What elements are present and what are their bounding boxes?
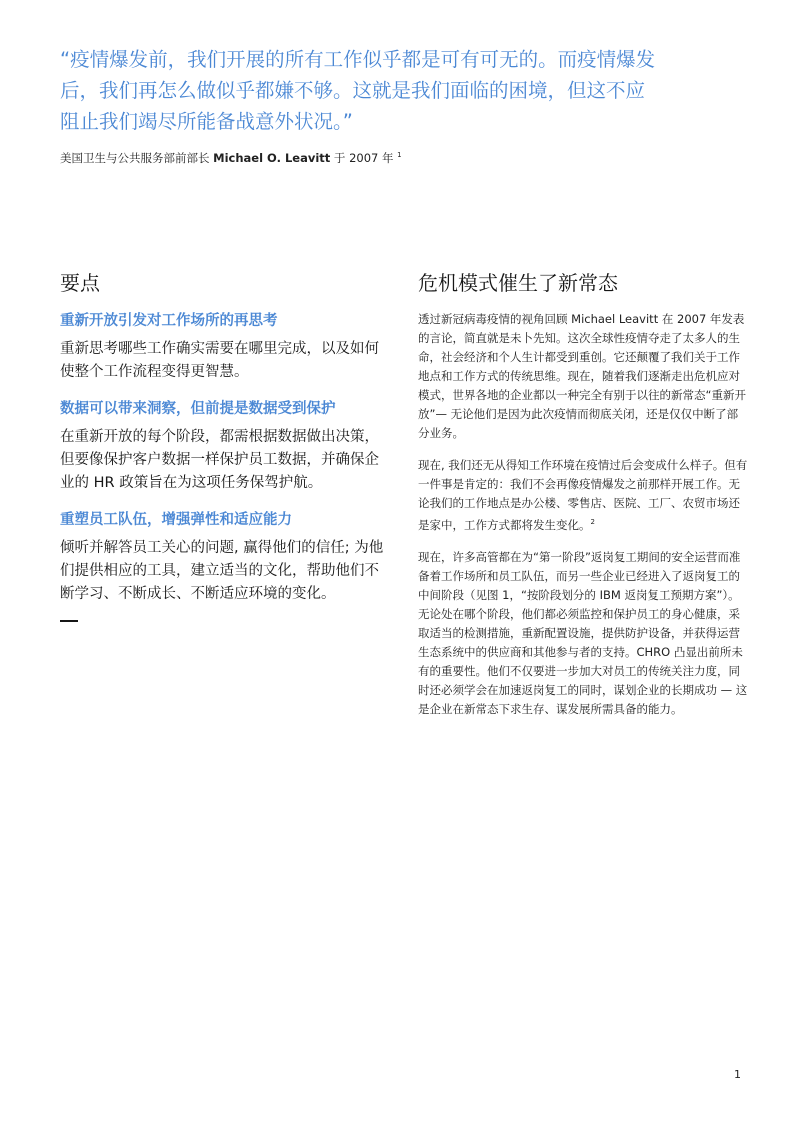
footnote-marker: 2 <box>590 518 595 526</box>
key-point-body: 在重新开放的每个阶段，都需根据数据做出决策，但要像保护客户数据一样保护员工数据，并确保企业的 HR 政策旨在为这项任务保驾护航。 <box>60 429 379 491</box>
page-number: 1 <box>734 1068 741 1081</box>
key-point-heading: 重塑员工队伍，增强弹性和适应能力 <box>60 511 292 528</box>
article-paragraph <box>418 548 748 719</box>
key-point-heading: 数据可以带来洞察，但前提是数据受到保护 <box>60 400 336 417</box>
key-points-section <box>60 268 390 622</box>
pull-quote: “疫情爆发前，我们开展的所有工作似乎都是可有可无的。而疫情爆发后，我们再怎么做似乎都嫌不够。这就是我们面临的困境，但这不应阻止我们竭尽所能备战意外状况。” <box>60 48 656 133</box>
article-title: 危机模式催生了新常态 <box>418 271 618 295</box>
paragraph-text: 透过新冠病毒疫情的视角回顾 Michael Leavitt 在 2007 年发表的言论，简直就是未卜先知。这次全球性疫情夺走了太多人的生命，社会经济和个人生计都受到重创。它还颠覆了我们关于工作地点和工作方式的传统思维。现在，随着我们逐渐走出危机应对模式，世界各地的企业都以一种完全有别于以往的新常态“重新开放”— 无论他们是因为此次疫情而彻底关闭，还是仅仅中断了部分业务。 <box>418 312 746 440</box>
key-points-title: 要点 <box>60 271 100 295</box>
attribution-prefix: 美国卫生与公共服务部前部长 <box>60 151 214 165</box>
article-paragraph <box>418 310 748 443</box>
key-point-body: 重新思考哪些工作确实需要在哪里完成，以及如何使整个工作流程变得更智慧。 <box>60 341 379 380</box>
attribution-name: Michael O. Leavitt <box>213 151 331 165</box>
paragraph-text: 现在, 我们还无从得知工作环境在疫情过后会变成什么样子。但有一件事是肯定的：我们不会再像疫情爆发之前那样开展工作。无论我们的工作地点是办公楼、零售店、医院、工厂、农贸市场还是家中，工作方式都将发生变化。 <box>418 458 748 532</box>
section-end-dash <box>60 620 78 622</box>
paragraph-text: 现在，许多高管都在为“第一阶段”返岗复工期间的安全运营而准备着工作场所和员工队伍，而另一些企业已经进入了返岗复工的中间阶段（见图 1，“按阶段划分的 IBM 返岗复工预期方案”）。无论处在哪个阶段，他们都必须监控和保护员工的身心健康，采取适当的检测措施，重新配置设施，提供防护设备，并获得运营生态系统中的供应商和其他参与者的支持。CHRO 凸显出前所未有的重要性。他们不仅要进一步加大对员工的传统关注力度，同时还必须学会在加速返岗复工的同时，谋划企业的长期成功 — 这是企业在新常态下求生存、谋发展所需具备的能力。 <box>418 549 748 716</box>
footnote-marker: 1 <box>397 151 402 160</box>
article-paragraph <box>418 456 748 535</box>
attribution-suffix: 于 2007 年 <box>330 151 398 165</box>
key-point-heading: 重新开放引发对工作场所的再思考 <box>60 312 278 329</box>
key-point-body: 倾听并解答员工关心的问题, 赢得他们的信任; 为他们提供相应的工具，建立适当的文化，帮助他们不断学习、不断成长、不断适应环境的变化。 <box>60 540 384 602</box>
article-section <box>418 268 748 732</box>
quote-attribution <box>60 150 680 166</box>
